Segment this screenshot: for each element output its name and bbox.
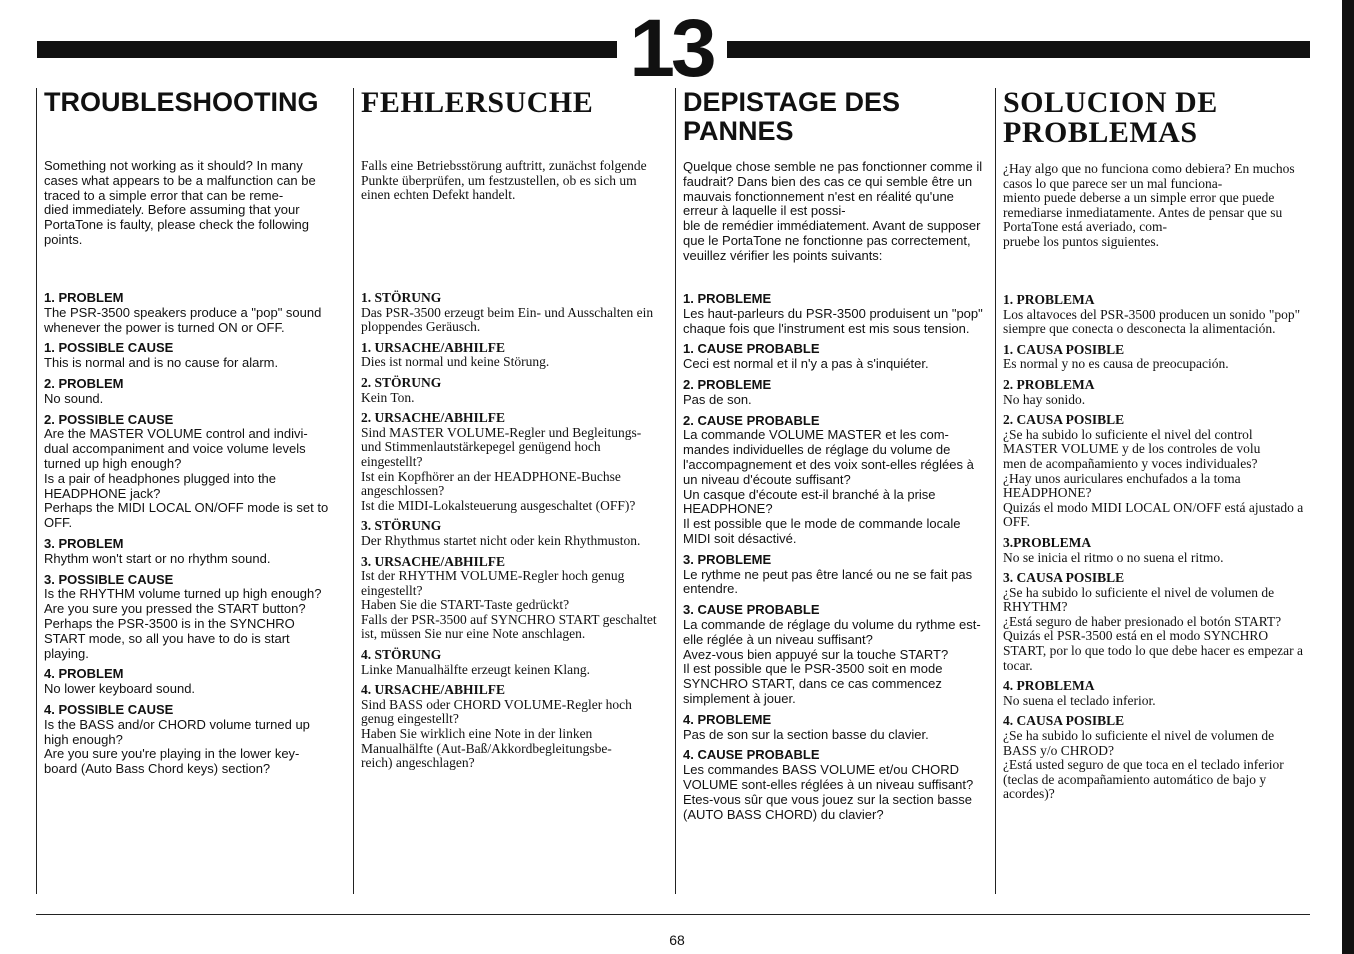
list-item: 1. PROBLEME Les haut-parleurs du PSR-3500 produisent un "pop" chaque fois que l'instrument est mis sous tension. bbox=[683, 291, 983, 336]
list-item: 3. STÖRUNG Der Rhythmus startet nicht oder kein Rhythmuston. bbox=[361, 518, 641, 548]
list-item: 2. PROBLEMA No hay sonido. bbox=[1003, 376, 1095, 407]
list-item: 1. STÖRUNG Das PSR-3500 erzeugt beim Ein- und Ausschalten ein ploppendes Geräusch. bbox=[361, 290, 654, 335]
column-french bbox=[675, 88, 990, 894]
list-item: 2. POSSIBLE CAUSE Are the MASTER VOLUME control and indivi- dual accompaniment and voice volume levels turned up high enough? Is a pair of headphones plugged into the HEADPHONE jack? Perhaps the MIDI LOCAL ON/OFF mode is set to OFF. bbox=[44, 411, 329, 531]
intro-english: Something not working as it should? In many cases what appears to be a malfunction can be traced to a simple error that can be reme- died immediately. Before assuming that your PortaTone is faulty, please check the following points. bbox=[44, 158, 316, 247]
column-german bbox=[353, 88, 663, 894]
section-title-french: DEPISTAGE DES PANNES bbox=[683, 87, 901, 146]
list-item: 4. STÖRUNG Linke Manualhälfte erzeugt keinen Klang. bbox=[361, 647, 591, 677]
header-bar-right bbox=[727, 41, 1310, 58]
list-item: 1. PROBLEMA Los altavoces del PSR-3500 producen un sonido "pop" siempre que conecta o desconecta la alimentación. bbox=[1003, 292, 1301, 337]
list-item: 2. CAUSE PROBABLE La commande VOLUME MASTER et les com- mandes individuelles de réglage du volume de l'accompagnement et des voix sont-elles réglées à un niveau d'écoute suffisant? Un casque d'écoute est-il branché à la prise HEADPHONE? Il est possible que le mode de commande locale MIDI soit désactivé. bbox=[683, 412, 974, 546]
items-spanish bbox=[1003, 293, 1307, 802]
page-edge-bar bbox=[1342, 0, 1354, 954]
list-item: 2. PROBLEM No sound. bbox=[44, 375, 124, 406]
intro-french: Quelque chose semble ne pas fonctionner comme il faudrait? Dans bien des cas ce qui semble être un mauvais fonctionnement n'est en réalité qu'une erreur à laquelle il est possi- ble de remédier immédiatement. Avant de supposer que le PortaTone ne fonctionne pas correctement, veuillez vérifier les points suivants: bbox=[683, 159, 983, 263]
list-item: 2. CAUSA POSIBLE ¿Se ha subido lo suficiente el nivel del control MASTER VOLUME y de los controles de volu men de acompañamiento y voces individuales? ¿Hay unos auriculares enchufados a la toma HEADPHONE? Quizás el modo MIDI LOCAL ON/OFF está ajustado a OFF. bbox=[1003, 412, 1304, 530]
list-item: 1. CAUSA POSIBLE Es normal y no es causa de preocupación. bbox=[1003, 341, 1229, 372]
column-spanish bbox=[995, 88, 1307, 894]
list-item: 4. URSACHE/ABHILFE Sind BASS oder CHORD VOLUME-Regler hoch genug eingestellt? Haben Sie wirklich eine Note in der linken Manualhälfte (Aut-Baß/Akkordbegleitungsbe- reich) angeschlagen? bbox=[361, 682, 632, 771]
items-french bbox=[683, 292, 990, 822]
items-english bbox=[44, 291, 336, 777]
list-item: 3. URSACHE/ABHILFE Ist der RHYTHM VOLUME-Regler hoch genug eingestellt? Haben Sie die START-Taste gedrückt? Falls der PSR-3500 auf SYNCHRO START geschaltet ist, müssen Sie nur eine Note anschlagen. bbox=[361, 553, 657, 642]
list-item: 1. URSACHE/ABHILFE Dies ist normal und keine Störung. bbox=[361, 339, 550, 370]
section-title-german: FEHLERSUCHE bbox=[361, 86, 594, 119]
list-item: 4. PROBLEM No lower keyboard sound. bbox=[44, 666, 196, 697]
list-item: 3. PROBLEME Le rythme ne peut pas être lancé ou ne se fait pas entendre. bbox=[683, 551, 973, 597]
intro-spanish: ¿Hay algo que no funciona como debiera? En muchos casos lo que parece ser un mal funciona- miento puede deberse a un simple error que puede remediarse inmediatamente. Antes de pensar que su PortaTone está averiado, com- pruebe los puntos siguientes. bbox=[1003, 161, 1295, 249]
list-item: 3. PROBLEM Rhythm won't start or no rhythm sound. bbox=[44, 535, 271, 566]
column-english bbox=[36, 88, 336, 894]
section-title-english: TROUBLESHOOTING bbox=[44, 87, 319, 117]
list-item: 3. POSSIBLE CAUSE Is the RHYTHM volume turned up high enough? Are you sure you pressed the START button? Perhaps the PSR-3500 is in the SYNCHRO START mode, so all you have to do is start playing. bbox=[44, 571, 322, 661]
list-item: 4. CAUSE PROBABLE Les commandes BASS VOLUME et/ou CHORD VOLUME sont-elles réglées à un niveau suffisant? Etes-vous sûr que vous jouez sur la section basse (AUTO BASS CHORD) du clavier? bbox=[683, 747, 974, 822]
list-item: 4. PROBLEME Pas de son sur la section basse du clavier. bbox=[683, 711, 929, 742]
list-item: 3. CAUSE PROBABLE La commande de réglage du volume du rythme est-elle réglée à un niveau suffisant? Avez-vous bien appuyé sur la touche START? Il est possible que le PSR-3500 soit en mode SYNCHRO START, dans ce cas commencez simplement à jouer. bbox=[683, 602, 981, 706]
footer-rule bbox=[36, 914, 1310, 915]
list-item: 3.PROBLEMA No se inicia el ritmo o no suena el ritmo. bbox=[1003, 534, 1224, 565]
chapter-number: 13 bbox=[629, 3, 713, 94]
list-item: 4. PROBLEMA No suena el teclado inferior. bbox=[1003, 678, 1156, 708]
list-item: 1. PROBLEM The PSR-3500 speakers produce a "pop" sound whenever the power is turned ON or OFF. bbox=[44, 290, 322, 335]
list-item: 2. URSACHE/ABHILFE Sind MASTER VOLUME-Regler und Begleitungs- und Stimmenlautstärkepegel genügend hoch eingestellt? Ist ein Kopfhörer an der HEADPHONE-Buchse angeschlossen? Ist die MIDI-Lokalsteuerung ausgeschaltet (OFF)? bbox=[361, 410, 642, 513]
section-title-spanish: SOLUCION DE PROBLEMAS bbox=[1003, 86, 1218, 149]
items-german bbox=[361, 291, 663, 771]
page-number: 68 bbox=[669, 932, 685, 948]
intro-german: Falls eine Betriebsstörung auftritt, zunächst folgende Punkte überprüfen, um festzustellen, ob es sich um einen echten Defekt handelt. bbox=[361, 158, 647, 203]
list-item: 1. CAUSE PROBABLE Ceci est normal et il n'y a pas à s'inquiéter. bbox=[683, 341, 929, 372]
list-item: 2. STÖRUNG Kein Ton. bbox=[361, 374, 442, 405]
list-item: 3. CAUSA POSIBLE ¿Se ha subido lo suficiente el nivel de volumen de RHYTHM? ¿Está seguro de haber presionado el botón START? Quizás el PSR-3500 está en el modo SYNCHRO START, por lo que todo lo que debe hacer es empezar a tocar. bbox=[1003, 570, 1303, 673]
list-item: 2. PROBLEME Pas de son. bbox=[683, 376, 772, 407]
list-item: 1. POSSIBLE CAUSE This is normal and is no cause for alarm. bbox=[44, 340, 279, 371]
list-item: 4. POSSIBLE CAUSE Is the BASS and/or CHORD volume turned up high enough? Are you sure you're playing in the lower key- board (Auto Bass Chord keys) section? bbox=[44, 701, 310, 777]
header-bar-left bbox=[37, 41, 617, 58]
list-item: 4. CAUSA POSIBLE ¿Se ha subido lo suficiente el nivel de volumen de BASS y/o CHROD? ¿Está usted seguro de que toca en el teclado inferior (teclas de acompañamiento automático de bajo y acordes)? bbox=[1003, 713, 1284, 802]
